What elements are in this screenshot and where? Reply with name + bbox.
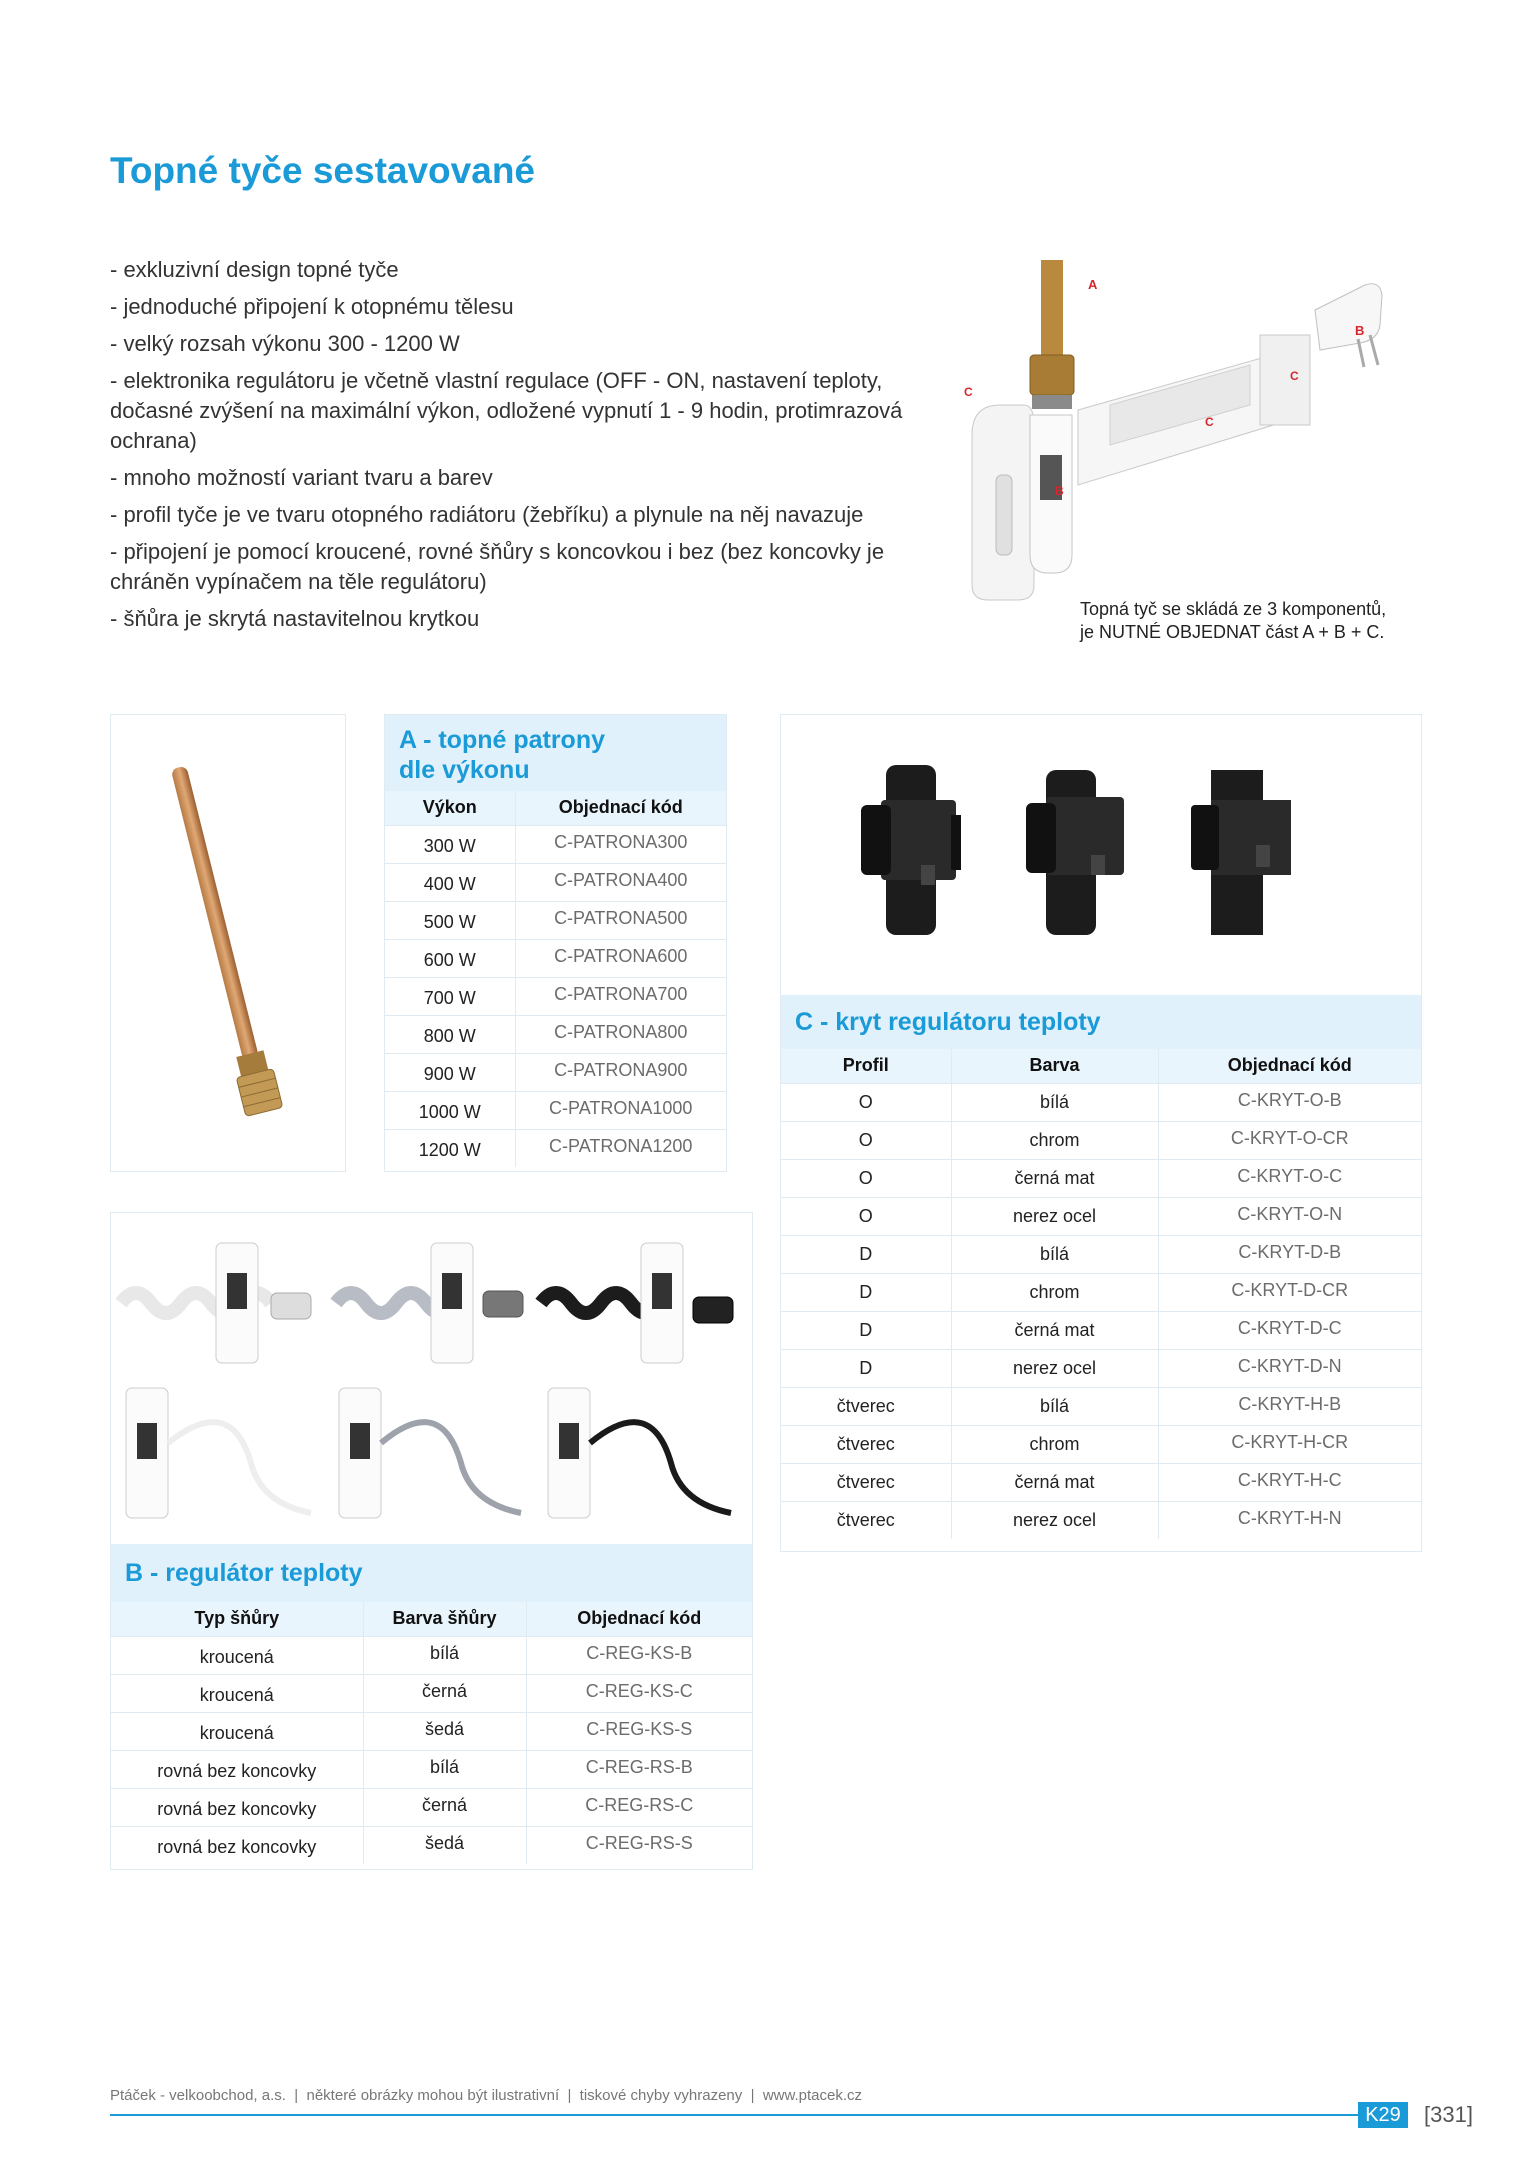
power-cell: 600 W (385, 939, 515, 977)
code-cell: C-PATRONA1000 (515, 1091, 726, 1129)
power-cell: 800 W (385, 1015, 515, 1053)
color-cell: bílá (951, 1235, 1158, 1273)
table-row (385, 901, 726, 939)
table-row (781, 1349, 1421, 1387)
column-header: Objednací kód (515, 791, 726, 825)
heating-cartridge-photo (110, 714, 346, 1172)
regulator-coiled-white (121, 1243, 311, 1363)
code-cell: C-KRYT-H-C (1158, 1463, 1421, 1501)
feature-list (110, 255, 940, 641)
regulators-image (111, 1213, 752, 1539)
table-header-row (385, 791, 726, 825)
power-cell: 400 W (385, 863, 515, 901)
table-row (781, 1083, 1421, 1121)
feature-item: - profil tyče je ve tvaru otopného radiátoru (žebříku) a plynule na něj navazuje (110, 502, 864, 527)
table-row (111, 1826, 752, 1864)
footer-text: Ptáček - velkoobchod, a.s. | některé obrázky mohou být ilustrativní | tiskové chyby vyhrazeny | www.ptacek.cz (110, 2087, 863, 2104)
covers-image (781, 715, 1421, 990)
code-cell: C-KRYT-H-CR (1158, 1425, 1421, 1463)
diagram-label-a: A (1088, 277, 1098, 292)
code-cell: C-PATRONA900 (515, 1053, 726, 1091)
table-row (781, 1387, 1421, 1425)
code-cell: C-KRYT-H-N (1158, 1501, 1421, 1539)
table-row (781, 1501, 1421, 1539)
cord-color-cell: šedá (363, 1712, 526, 1750)
regulator-coiled-black (541, 1243, 733, 1363)
regulator-straight-grey (339, 1388, 521, 1518)
profile-cell: čtverec (781, 1387, 951, 1425)
power-cell: 1200 W (385, 1129, 515, 1167)
feature-item: - velký rozsah výkonu 300 - 1200 W (110, 331, 460, 356)
code-cell: C-PATRONA400 (515, 863, 726, 901)
column-header: Objednací kód (1158, 1049, 1421, 1083)
code-cell: C-KRYT-O-C (1158, 1159, 1421, 1197)
table-row (385, 1015, 726, 1053)
cord-color-cell: černá (363, 1788, 526, 1826)
code-cell: C-REG-RS-B (526, 1750, 752, 1788)
code-cell: C-KRYT-D-C (1158, 1311, 1421, 1349)
color-cell: nerez ocel (951, 1349, 1158, 1387)
diagram-label-c-mid: C (1205, 415, 1214, 429)
table-a-title-line: dle výkonu (399, 756, 530, 784)
cover-profile-square (1191, 770, 1291, 935)
table-a-title (385, 715, 726, 791)
table-a (385, 791, 726, 1167)
color-cell: černá mat (951, 1463, 1158, 1501)
profile-cell: čtverec (781, 1501, 951, 1539)
color-cell: chrom (951, 1273, 1158, 1311)
diagram-caption (1080, 598, 1440, 644)
feature-item: - šňůra je skrytá nastavitelnou krytkou (110, 606, 480, 631)
feature-item: - mnoho možností variant tvaru a barev (110, 465, 493, 490)
code-cell: C-PATRONA700 (515, 977, 726, 1015)
profile-cell: O (781, 1197, 951, 1235)
table-row (781, 1273, 1421, 1311)
table-row (385, 1091, 726, 1129)
profile-cell: D (781, 1311, 951, 1349)
code-cell: C-REG-RS-S (526, 1826, 752, 1864)
table-row (781, 1235, 1421, 1273)
cord-type-cell: kroucená (111, 1636, 363, 1674)
color-cell: bílá (951, 1387, 1158, 1425)
power-cell: 1000 W (385, 1091, 515, 1129)
feature-item: - elektronika regulátoru je včetně vlastní regulace (OFF - ON, nastavení teploty, dočasné zvýšení na maximální výkon, odložené vypnutí 1 - 9 hodin, protimrazová ochrana) (110, 368, 903, 453)
profile-cell: O (781, 1159, 951, 1197)
page-title: Topné tyče sestavované (110, 150, 535, 191)
regulator-straight-black (548, 1388, 731, 1518)
code-cell: C-REG-RS-C (526, 1788, 752, 1826)
color-cell: bílá (951, 1083, 1158, 1121)
code-cell: C-KRYT-O-N (1158, 1197, 1421, 1235)
code-cell: C-KRYT-D-CR (1158, 1273, 1421, 1311)
profile-cell: čtverec (781, 1425, 951, 1463)
diagram-label-b-right: B (1355, 323, 1365, 338)
footer-divider (110, 2114, 1360, 2116)
table-row (111, 1712, 752, 1750)
power-cell: 300 W (385, 825, 515, 863)
code-cell: C-PATRONA300 (515, 825, 726, 863)
section-badge: K29 (1358, 2102, 1408, 2128)
table-header-row (111, 1602, 752, 1636)
assembly-illustration (960, 255, 1430, 615)
table-row (111, 1674, 752, 1712)
table-row (781, 1463, 1421, 1501)
regulator-coiled-grey (336, 1243, 523, 1363)
diagram-label-b: B (1055, 484, 1064, 498)
profile-cell: D (781, 1349, 951, 1387)
table-row (781, 1197, 1421, 1235)
caption-line: je NUTNÉ OBJEDNAT část A + B + C. (1080, 622, 1385, 642)
color-cell: nerez ocel (951, 1501, 1158, 1539)
diagram-label-c-right: C (1290, 369, 1299, 383)
table-row (385, 939, 726, 977)
color-cell: chrom (951, 1121, 1158, 1159)
code-cell: C-KRYT-H-B (1158, 1387, 1421, 1425)
code-cell: C-PATRONA600 (515, 939, 726, 977)
code-cell: C-REG-KS-S (526, 1712, 752, 1750)
profile-cell: D (781, 1273, 951, 1311)
color-cell: černá mat (951, 1159, 1158, 1197)
cord-type-cell: rovná bez koncovky (111, 1826, 363, 1864)
profile-cell: D (781, 1235, 951, 1273)
cord-color-cell: bílá (363, 1636, 526, 1674)
code-cell: C-KRYT-D-B (1158, 1235, 1421, 1273)
column-header: Typ šňůry (111, 1602, 363, 1636)
cord-color-cell: šedá (363, 1826, 526, 1864)
table-row (385, 825, 726, 863)
table-row (781, 1121, 1421, 1159)
column-header: Barva šňůry (363, 1602, 526, 1636)
feature-item: - exkluzivní design topné tyče (110, 257, 399, 282)
table-c (781, 1049, 1421, 1539)
column-header: Profil (781, 1049, 951, 1083)
caption-line: Topná tyč se skládá ze 3 komponentů, (1080, 599, 1387, 619)
table-row (111, 1636, 752, 1674)
code-cell: C-PATRONA1200 (515, 1129, 726, 1167)
table-a-panel (384, 714, 727, 1172)
table-a-title-line: A - topné patrony (399, 726, 606, 754)
table-c-title: C - kryt regulátoru teploty (781, 995, 1421, 1049)
code-cell: C-PATRONA800 (515, 1015, 726, 1053)
table-c-panel (780, 714, 1422, 1552)
table-row (385, 863, 726, 901)
power-cell: 900 W (385, 1053, 515, 1091)
column-header: Barva (951, 1049, 1158, 1083)
regulator-straight-white (126, 1388, 311, 1518)
table-row (781, 1311, 1421, 1349)
diagram-label-c-left: C (964, 385, 973, 399)
code-cell: C-KRYT-O-CR (1158, 1121, 1421, 1159)
table-b-panel (110, 1212, 753, 1870)
page-number: [331] (1424, 2102, 1473, 2127)
cord-type-cell: rovná bez koncovky (111, 1750, 363, 1788)
table-row (385, 1129, 726, 1167)
cord-type-cell: kroucená (111, 1674, 363, 1712)
table-row (781, 1159, 1421, 1197)
color-cell: černá mat (951, 1311, 1158, 1349)
profile-cell: O (781, 1083, 951, 1121)
table-row (111, 1750, 752, 1788)
heating-cartridge-image (111, 715, 347, 1173)
cover-profile-d (1026, 770, 1124, 935)
power-cell: 700 W (385, 977, 515, 1015)
column-header: Výkon (385, 791, 515, 825)
color-cell: nerez ocel (951, 1197, 1158, 1235)
profile-cell: čtverec (781, 1463, 951, 1501)
power-cell: 500 W (385, 901, 515, 939)
cover-profile-o (861, 765, 961, 935)
table-row (111, 1788, 752, 1826)
code-cell: C-KRYT-O-B (1158, 1083, 1421, 1121)
code-cell: C-PATRONA500 (515, 901, 726, 939)
table-row (781, 1425, 1421, 1463)
cord-color-cell: bílá (363, 1750, 526, 1788)
feature-item: - připojení je pomocí kroucené, rovné šňůry s koncovkou i bez (bez koncovky je chráněn vypínačem na těle regulátoru) (110, 539, 885, 594)
cord-type-cell: kroucená (111, 1712, 363, 1750)
feature-item: - jednoduché připojení k otopnému tělesu (110, 294, 514, 319)
table-b (111, 1602, 752, 1864)
cord-type-cell: rovná bez koncovky (111, 1788, 363, 1826)
column-header: Objednací kód (526, 1602, 752, 1636)
table-row (385, 977, 726, 1015)
table-b-title: B - regulátor teploty (111, 1544, 752, 1602)
code-cell: C-KRYT-D-N (1158, 1349, 1421, 1387)
table-row (385, 1053, 726, 1091)
code-cell: C-REG-KS-C (526, 1674, 752, 1712)
assembly-diagram (960, 255, 1430, 615)
table-header-row (781, 1049, 1421, 1083)
cord-color-cell: černá (363, 1674, 526, 1712)
code-cell: C-REG-KS-B (526, 1636, 752, 1674)
profile-cell: O (781, 1121, 951, 1159)
color-cell: chrom (951, 1425, 1158, 1463)
